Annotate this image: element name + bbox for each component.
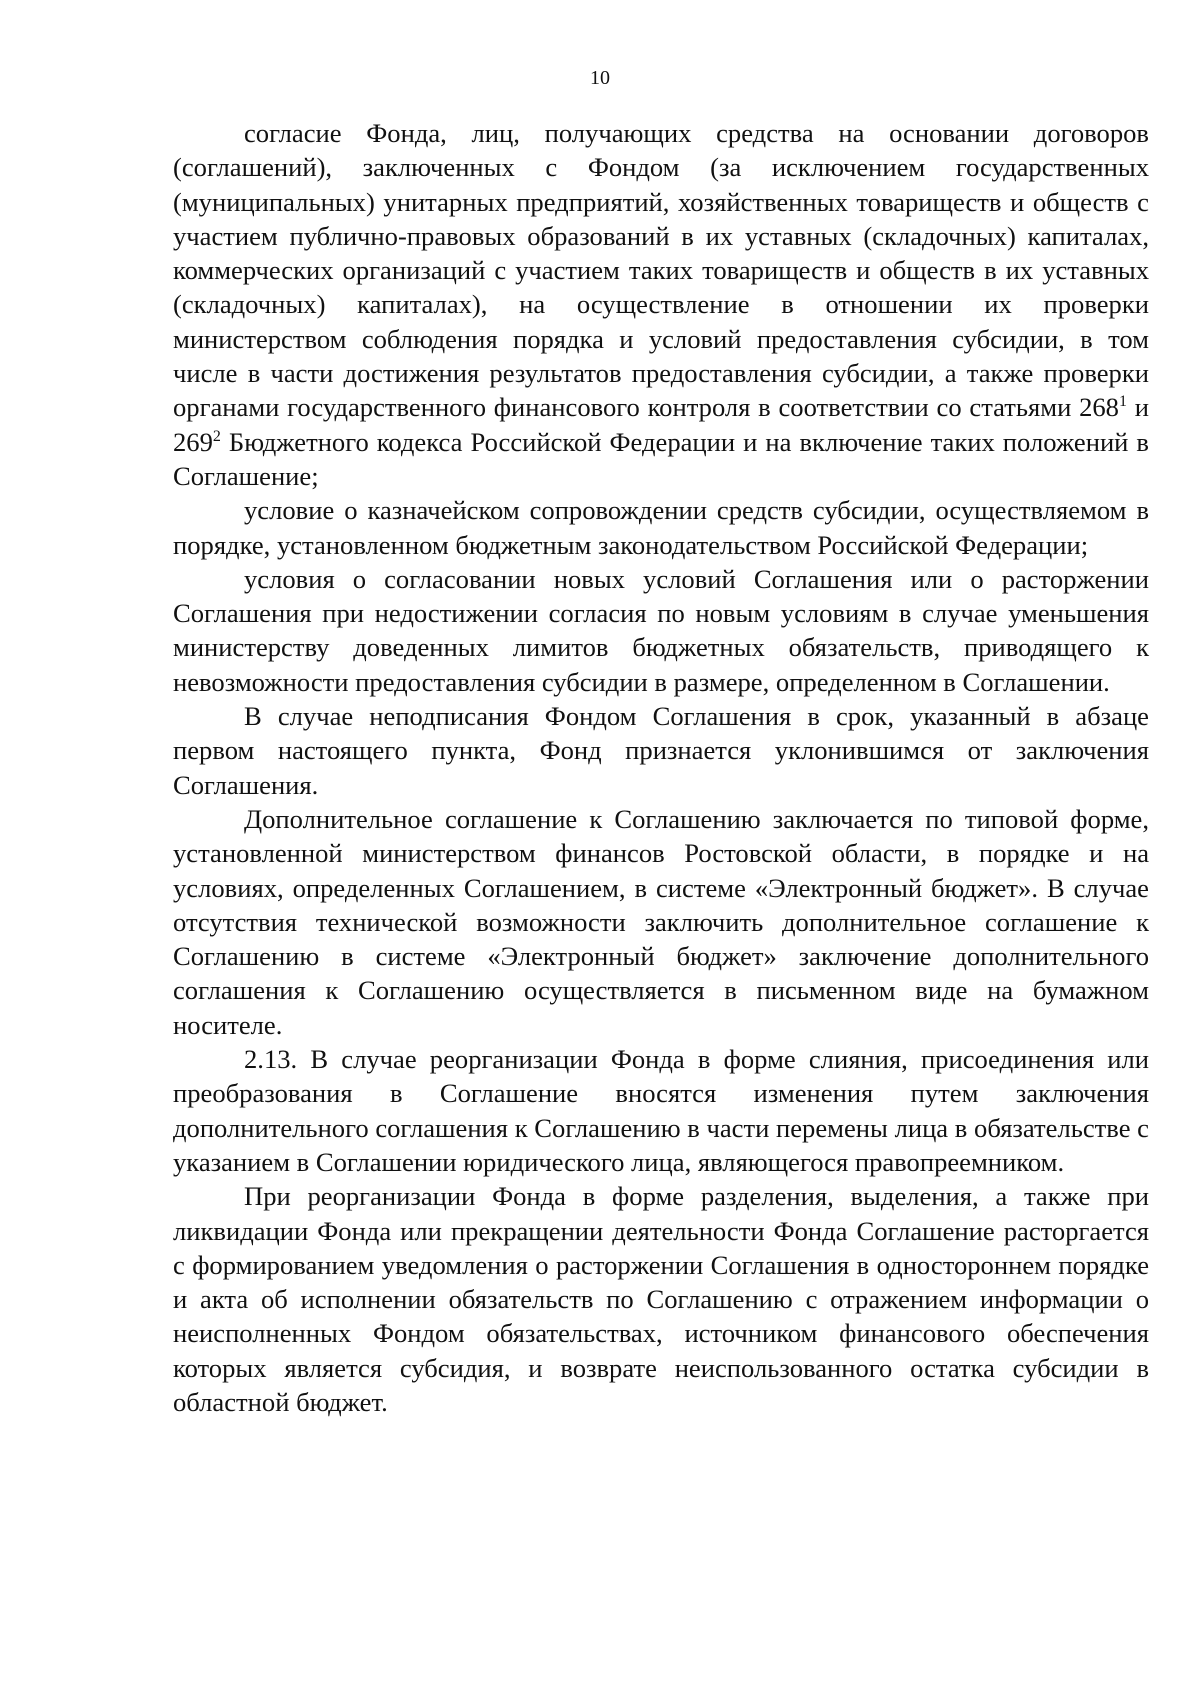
paragraph-consent-text-3: Бюджетного кодекса Российской Федерации и на включение таких положений в Соглашение; (173, 426, 1149, 491)
footnote-sup-268: 1 (1118, 393, 1127, 411)
paragraph-non-signing: В случае неподписания Фондом Соглашения в срок, указанный в абзаце первом настоящего пункта, Фонд признается уклонившимся от заключения Соглашения. (173, 701, 1149, 800)
footnote-sup-269: 2 (212, 427, 221, 445)
paragraph-new-conditions: условия о согласовании новых условий Соглашения или о расторжении Соглашения при недостижении согласия по новым условиям в случае уменьшения министерству доведенных лимитов бюджетных обязательств, приводящего к невозможности предоставления субсидии в размере, определенном в Соглашении. (173, 563, 1149, 697)
paragraph-additional-agreement: Дополнительное соглашение к Соглашению заключается по типовой форме, установленной министерством финансов Ростовской области, в порядке и на условиях, определенных Соглашением, в системе «Электронный бюджет». В случае отсутствия технической возможности заключить дополнительное соглашение к Соглашению в системе «Электронный бюджет» заключение дополнительного соглашения к Соглашению осуществляется в письменном виде на бумажном носителе. (173, 803, 1149, 1040)
paragraph-consent-text-2: и 269 (173, 392, 1149, 457)
paragraph-liquidation: При реорганизации Фонда в форме разделения, выделения, а также при ликвидации Фонда или прекращении деятельности Фонда Соглашение расторгается с формированием уведомления о расторжении Соглашения в одностороннем порядке и акта об исполнении обязательств по Соглашению с отражением информации о неисполненных Фондом обязательствах, источником финансового обеспечения которых является субсидия, и возврате неиспользованного остатка субсидии в областной бюджет. (173, 1181, 1149, 1417)
paragraph-consent (173, 116, 1149, 493)
page-number: 10 (590, 67, 610, 89)
paragraph-treasury-support: условие о казначейском сопровождении средств субсидии, осуществляемом в порядке, установленном бюджетным законодательством Российской Федерации; (173, 495, 1149, 560)
paragraph-consent-text-1: согласие Фонда, лиц, получающих средства на основании договоров (соглашений), заключенных с Фондом (за исключением государственных (муниципальных) унитарных предприятий, хозяйственных товариществ и обществ с участием публично-правовых образований в их уставных (складочных) капиталах, коммерческих организаций с участием таких товариществ и обществ в их уставных (складочных) капиталах), на осуществление в отношении их проверки министерством соблюдения порядка и условий предоставления субсидии, в том числе в части достижения результатов предоставления субсидии, а также проверки органами государственного финансового контроля в соответствии со статьями 268 (173, 118, 1149, 423)
document-body (173, 116, 1149, 1419)
paragraph-2-13-reorganization: 2.13. В случае реорганизации Фонда в форме слияния, присоединения или преобразования в Соглашение вносятся изменения путем заключения дополнительного соглашения к Соглашению в части перемены лица в обязательстве с указанием в Соглашении юридического лица, являющегося правопреемником. (173, 1044, 1149, 1177)
